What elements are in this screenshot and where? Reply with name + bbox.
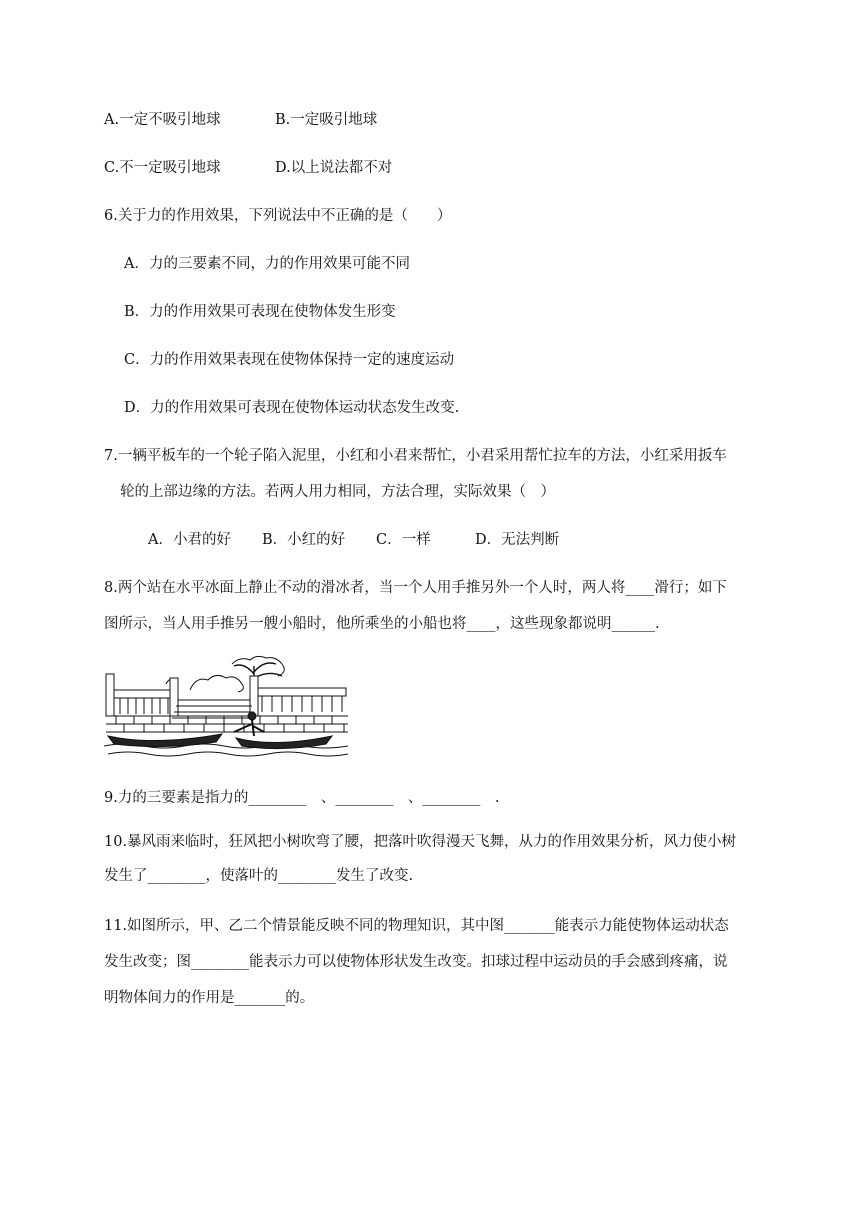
q8-stem-line1: 8.两个站在水平冰面上静止不动的滑冰者，当一个人用手推另外一个人时，两人将____滑行；如下 (104, 580, 727, 596)
q11-stem-line3: 明物体间力的作用是_______的。 (104, 990, 315, 1006)
q6-stem: 6.关于力的作用效果，下列说法中不正确的是（ ） (104, 208, 452, 224)
q5-option-c: C.不一定吸引地球 (104, 160, 221, 176)
q7-option-d: D．无法判断 (475, 532, 560, 548)
q10-stem-line2: 发生了________，使落叶的________发生了改变. (104, 868, 414, 884)
q10-stem-line1: 10.暴风雨来临时，狂风把小树吹弯了腰，把落叶吹得漫天飞舞，从力的作用效果分析，风力使小树 (104, 834, 737, 850)
q8-stem-line2: 图所示，当人用手推另一艘小船时，他所乘坐的小船也将____，这些现象都说明______. (104, 616, 660, 632)
q5-option-d: D.以上说法都不对 (275, 160, 393, 176)
boat-push-illustration (104, 654, 350, 758)
q7-stem-line2: 轮的上部边缘的方法。若两人用力相同，方法合理，实际效果（ ） (120, 484, 555, 500)
q7-stem-line1: 7.一辆平板车的一个轮子陷入泥里，小红和小君来帮忙，小君采用帮忙拉车的方法，小红采用扳车 (104, 448, 727, 464)
q7-option-c: C．一样 (376, 532, 431, 548)
q11-stem-line2: 发生改变；图________能表示力可以使物体形状发生改变。扣球过程中运动员的手会感到疼痛，说 (104, 954, 728, 970)
q5-option-a: A.一定不吸引地球 (104, 112, 221, 128)
q6-option-d: D．力的作用效果可表现在使物体运动状态发生改变. (124, 400, 460, 416)
q5-option-b: B.一定吸引地球 (275, 112, 378, 128)
q9-stem: 9.力的三要素是指力的________ 、________ 、________ . (104, 790, 500, 806)
q7-option-a: A．小君的好 (148, 532, 231, 548)
q7-option-b: B．小红的好 (262, 532, 346, 548)
q6-option-c: C．力的作用效果表现在使物体保持一定的速度运动 (124, 352, 455, 368)
q6-option-a: A．力的三要素不同，力的作用效果可能不同 (124, 256, 410, 272)
q11-stem-line1: 11.如图所示，甲、乙二个情景能反映不同的物理知识，其中图_______能表示力能使物体运动状态 (104, 918, 729, 934)
q6-option-b: B．力的作用效果可表现在使物体发生形变 (124, 304, 396, 320)
